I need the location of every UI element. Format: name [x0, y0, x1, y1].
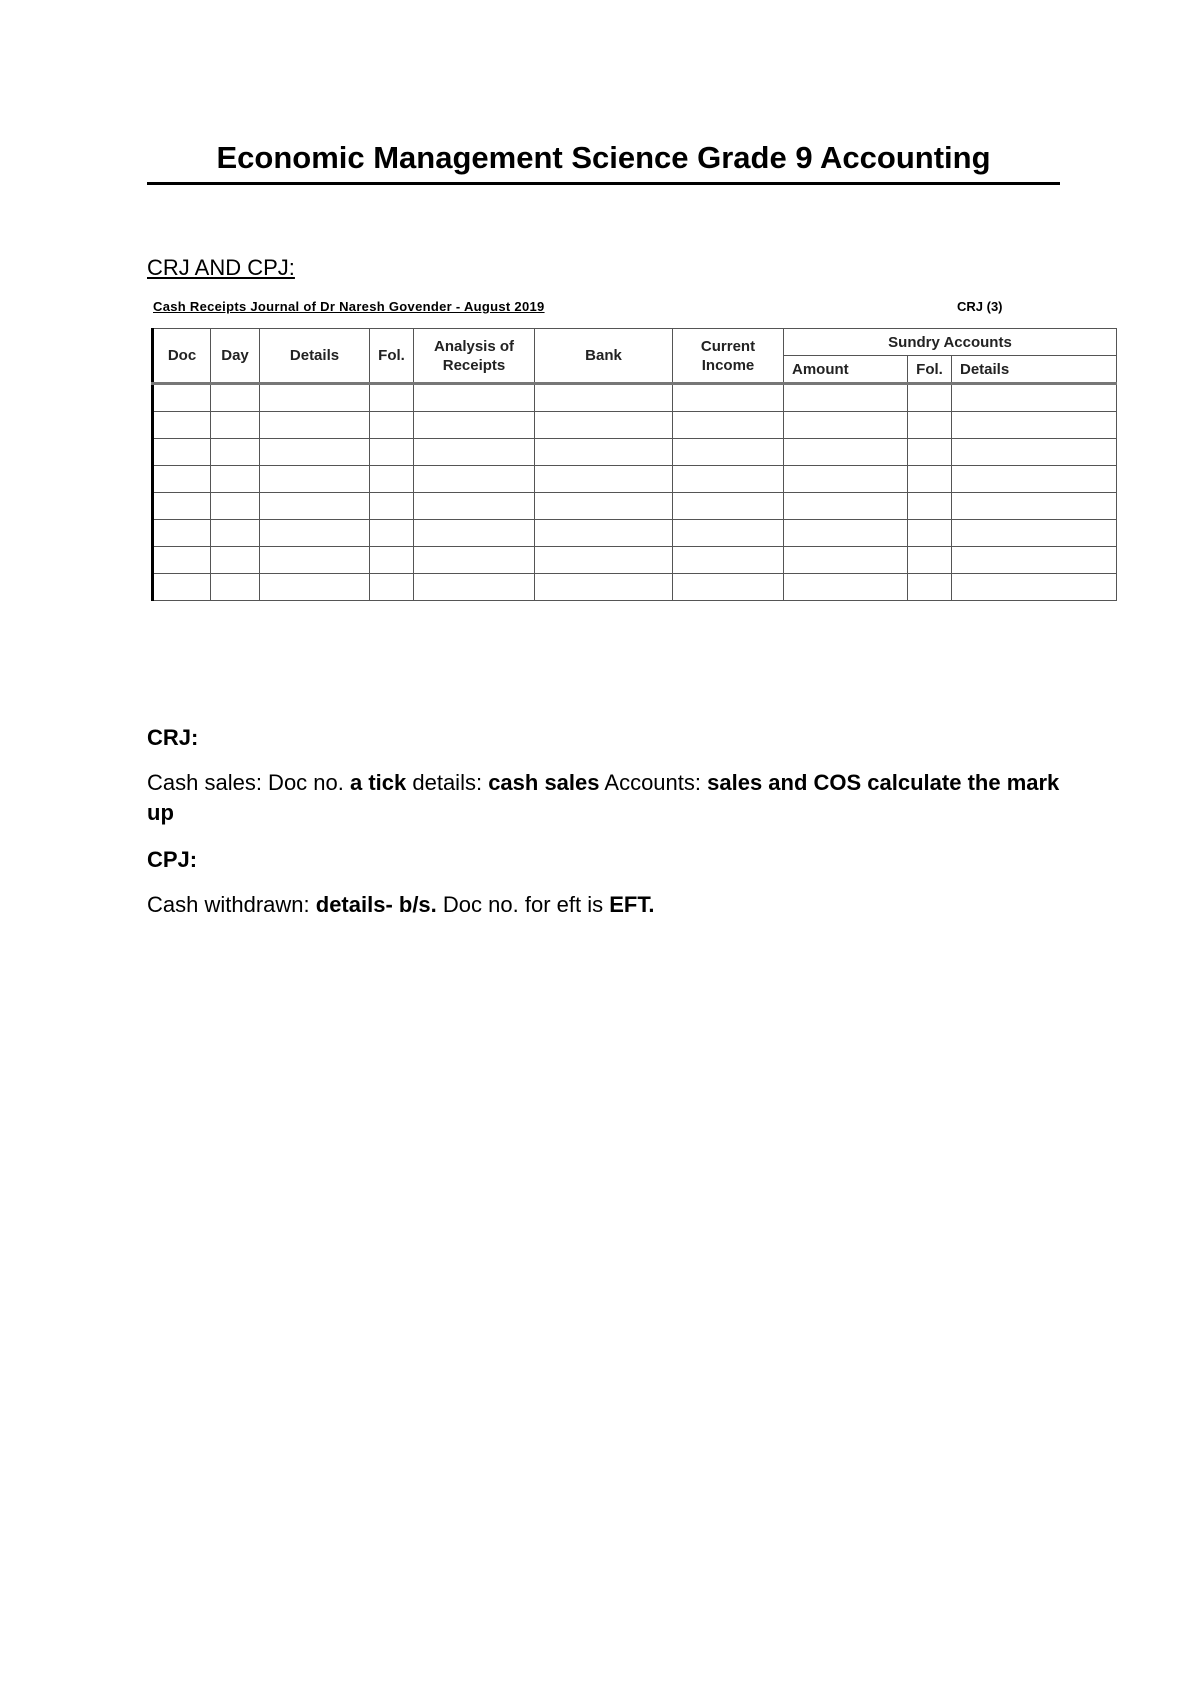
table-row	[153, 574, 1117, 601]
crj-text-1: Cash sales: Doc no.	[147, 770, 350, 795]
journal-title: Cash Receipts Journal of Dr Naresh Govender - August 2019	[153, 299, 545, 314]
table-row	[153, 466, 1117, 493]
crj-bold-3: sales and COS calculate the mark up	[147, 770, 1060, 825]
journal-body	[153, 384, 1117, 601]
table-row	[153, 520, 1117, 547]
table-row	[153, 493, 1117, 520]
cpj-bold-1: details- b/s.	[315, 892, 437, 917]
header-analysis-of-receipts	[414, 329, 535, 384]
crj-bold-2: cash sales	[488, 770, 600, 795]
cpj-text-1: Cash withdrawn:	[147, 892, 316, 917]
crj-text-3: Accounts:	[599, 770, 708, 795]
header-current-line1: Current	[700, 337, 756, 355]
header-sundry-fol: Fol.	[908, 356, 952, 384]
table-row	[153, 547, 1117, 574]
section-heading: CRJ AND CPJ:	[147, 255, 295, 280]
page-title: Economic Management Science Grade 9 Accounting	[147, 140, 1060, 185]
header-doc: Doc	[153, 329, 211, 384]
table-row	[153, 384, 1117, 412]
header-sundry-details: Details	[952, 356, 1117, 384]
header-fol: Fol.	[370, 329, 414, 384]
table-row	[153, 439, 1117, 466]
cash-receipts-journal-table	[151, 328, 1117, 601]
header-sundry-accounts: Sundry Accounts	[784, 329, 1117, 356]
crj-label: CRJ:	[147, 725, 199, 750]
header-current-line2: Income	[701, 356, 755, 374]
crj-paragraph	[147, 768, 1067, 828]
header-bank: Bank	[535, 329, 673, 384]
header-analysis-line2: Receipts	[442, 356, 506, 374]
table-row	[153, 412, 1117, 439]
header-day: Day	[211, 329, 260, 384]
header-details: Details	[260, 329, 370, 384]
header-analysis-line1: Analysis of	[433, 337, 515, 355]
journal-reference: CRJ (3)	[957, 299, 1003, 314]
crj-bold-1: a tick	[349, 770, 407, 795]
cpj-bold-2: EFT.	[609, 892, 655, 917]
crj-text-2: details:	[406, 770, 489, 795]
header-sundry-amount: Amount	[784, 356, 908, 384]
cpj-paragraph	[147, 890, 1067, 920]
header-current-income	[673, 329, 784, 384]
cpj-label: CPJ:	[147, 847, 198, 872]
cpj-text-2: Doc no. for eft is	[436, 892, 610, 917]
